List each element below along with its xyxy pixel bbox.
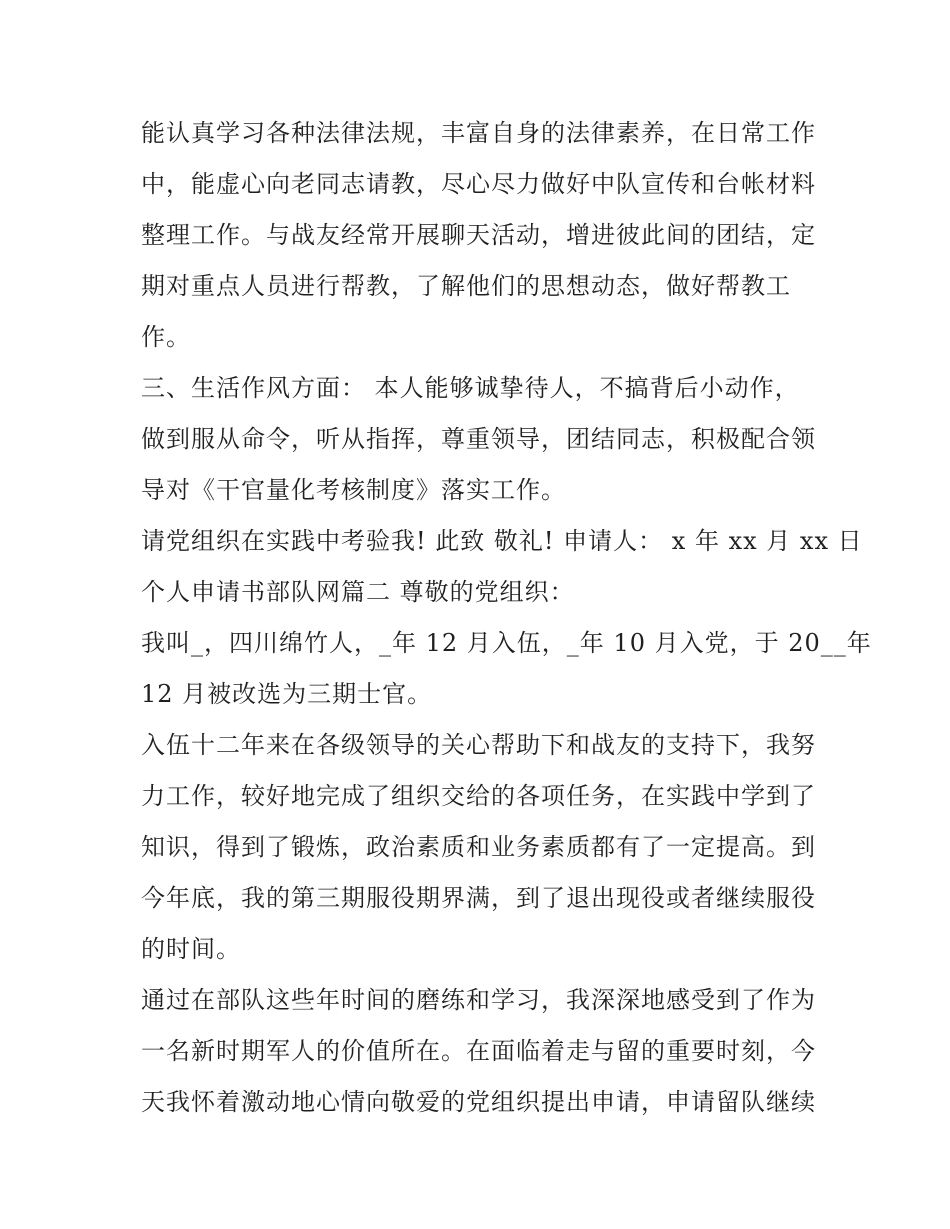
- text-line: 的时间。: [141, 935, 241, 963]
- text-line: 通过在部队这些年时间的磨练和学习，我深深地感受到了作为: [141, 986, 816, 1014]
- text-line: 一名新时期军人的价值所在。在面临着走与留的重要时刻，今: [141, 1037, 816, 1065]
- text-line: 整理工作。与战友经常开展聊天活动，增进彼此间的团结，定: [141, 221, 816, 249]
- text-line: 导对《干官量化考核制度》落实工作。: [141, 476, 566, 504]
- text-line: 中，能虚心向老同志请教，尽心尽力做好中队宣传和台帐材料: [141, 170, 816, 198]
- section-heading-line: 三、生活作风方面： 本人能够诚挚待人，不搞背后小动作，: [141, 374, 800, 402]
- text-line: 作。: [141, 323, 191, 351]
- text-line: 期对重点人员进行帮教，了解他们的思想动态，做好帮教工: [141, 272, 791, 300]
- text-line: 天我怀着激动地心情向敬爱的党组织提出申请，申请留队继续: [141, 1088, 816, 1116]
- closing-line: 请党组织在实践中考验我! 此致 敬礼! 申请人： x 年 xx 月 xx 日: [141, 527, 863, 555]
- document-body: [141, 108, 872, 1128]
- letter-heading-line: 个人申请书部队网篇二 尊敬的党组织：: [141, 578, 575, 606]
- text-line: 能认真学习各种法律法规，丰富自身的法律素养，在日常工作: [141, 119, 816, 147]
- text-line: 做到服从命令，听从指挥，尊重领导，团结同志，积极配合领: [141, 425, 816, 453]
- text-line: 今年底，我的第三期服役期界满，到了退出现役或者继续服役: [141, 884, 816, 912]
- text-line: 入伍十二年来在各级领导的关心帮助下和战友的支持下，我努: [141, 731, 816, 759]
- text-line: 知识，得到了锻炼，政治素质和业务素质都有了一定提高。到: [141, 833, 816, 861]
- text-line: 12 月被改选为三期士官。: [141, 680, 433, 708]
- text-line: 力工作，较好地完成了组织交给的各项任务，在实践中学到了: [141, 782, 816, 810]
- text-line: 我叫_，四川绵竹人，_年 12 月入伍，_年 10 月入党，于 20__年: [141, 629, 872, 657]
